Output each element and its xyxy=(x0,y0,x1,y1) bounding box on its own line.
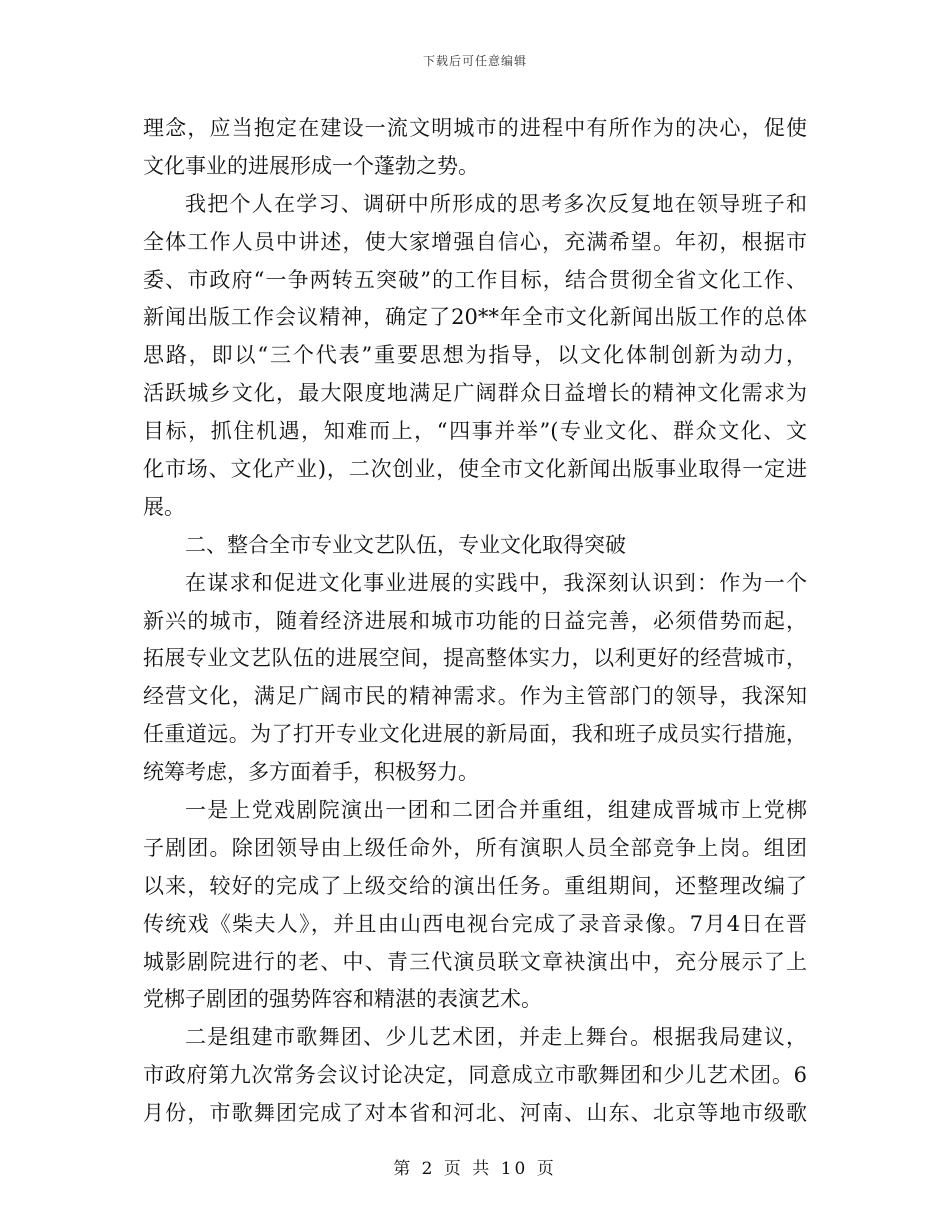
text-line: 拓展专业文艺队伍的进展空间，提高整体实力，以利更好的经营城市， xyxy=(143,646,807,671)
text-line: 经营文化，满足广阔市民的精神需求。作为主管部门的领导，我深知 xyxy=(143,684,807,709)
text-line: 统筹考虑，多方面着手，积极努力。 xyxy=(143,760,479,785)
text-line: 理念，应当抱定在建设一流文明城市的进程中有所作为的决心，促使 xyxy=(143,116,807,140)
text-line: 新兴的城市，随着经济进展和城市功能的日益完善，必须借势而起， xyxy=(143,608,807,633)
text-line: 一是上党戏剧院演出一团和二团合并重组，组建成晋城市上党梆 xyxy=(185,798,807,823)
text-line: 城影剧院进行的老、中、青三代演员联文章袂演出中，充分展示了上 xyxy=(143,949,807,974)
text-line: 化市场、文化产业)，二次创业，使全市文化新闻出版事业取得一定进 xyxy=(143,457,807,482)
text-line: 文化事业的进展形成一个蓬勃之势。 xyxy=(143,153,479,178)
text-line: 传统戏《柴夫人》，并且由山西电视台完成了录音录像。7月4日在晋 xyxy=(143,911,807,936)
text-line: 思路，即以“三个代表”重要思想为指导，以文化体制创新为动力， xyxy=(143,343,807,368)
text-line: 二是组建市歌舞团、少儿艺术团，并走上舞台。根据我局建议， xyxy=(185,1025,807,1050)
text-line: 子剧团。除团领导由上级任命外，所有演职人员全部竞争上岗。组团 xyxy=(143,835,807,860)
text-line: 全体工作人员中讲述，使大家增强自信心，充满希望。年初，根据市 xyxy=(143,229,807,254)
page-number-footer: 第 2 页 共 10 页 xyxy=(393,1159,557,1179)
text-line: 我把个人在学习、调研中所形成的思考多次反复地在领导班子和 xyxy=(185,191,807,216)
text-line: 新闻出版工作会议精神，确定了20**年全市文化新闻出版工作的总体 xyxy=(143,305,807,330)
text-line: 在谋求和促进文化事业进展的实践中，我深刻认识到：作为一个 xyxy=(185,570,807,595)
page-header-note: 下载后可任意编辑 xyxy=(422,54,527,68)
text-line: 任重道远。为了打开专业文化进展的新局面，我和班子成员实行措施， xyxy=(143,722,807,747)
text-line: 目标，抓住机遇，知难而上，“四事并举”(专业文化、群众文化、文 xyxy=(143,419,807,444)
text-line: 市政府第九次常务会议讨论决定，同意成立市歌舞团和少儿艺术团。6 xyxy=(143,1063,807,1088)
section-heading: 二、整合全市专业文艺队伍，专业文化取得突破 xyxy=(185,532,626,557)
text-line: 委、市政府“一争两转五突破”的工作目标，结合贯彻全省文化工作、 xyxy=(143,267,807,292)
text-line: 以来，较好的完成了上级交给的演出任务。重组期间，还整理改编了 xyxy=(143,873,807,898)
text-line: 党梆子剧团的强势阵容和精湛的表演艺术。 xyxy=(143,987,542,1012)
text-line: 展。 xyxy=(143,494,185,519)
document-body xyxy=(143,110,807,1133)
text-line: 月份，市歌舞团完成了对本省和河北、河南、山东、北京等地市级歌 xyxy=(143,1101,807,1126)
text-line: 活跃城乡文化，最大限度地满足广阔群众日益增长的精神文化需求为 xyxy=(143,381,807,406)
